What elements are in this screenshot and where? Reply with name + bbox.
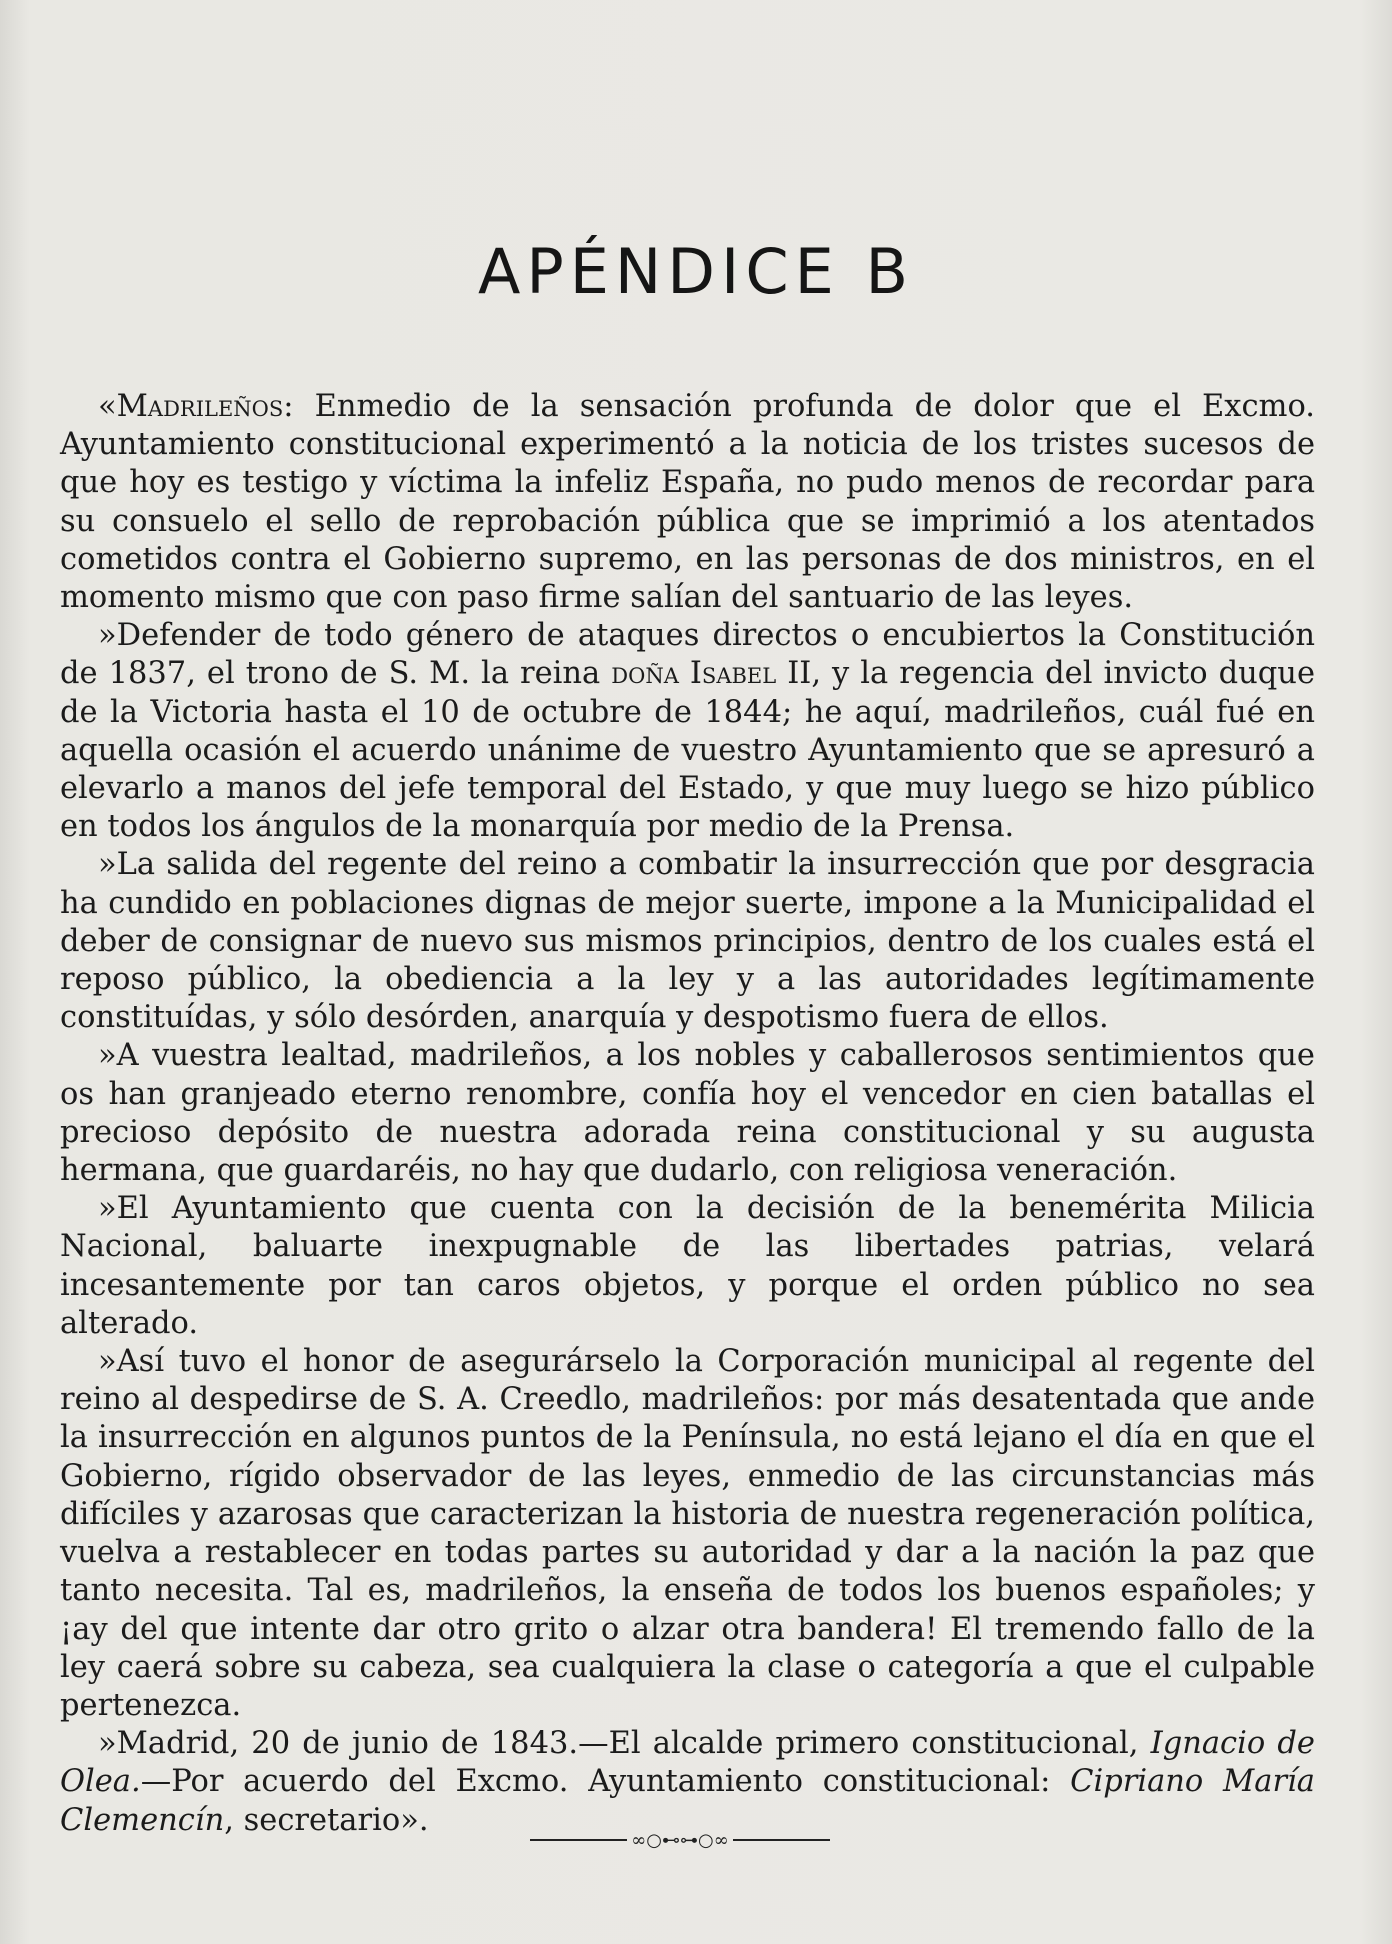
paragraph-4: »A vuestra lealtad, madrileños, a los nobles y caballerosos sentimientos que os han granjeado eterno renombre, confía hoy el vencedor en cien batallas el precioso depósito de nuestra adorada reina constitucional y su augusta hermana, que guardaréis, no hay que dudarlo, con religiosa veneración.: [60, 1038, 1315, 1189]
paragraph-2: [60, 617, 1315, 846]
addressee: Madrileños:: [116, 389, 294, 424]
paragraph-3: »La salida del regente del reino a combatir la insurrección que por desgracia ha cundido en poblaciones dignas de mejor suerte, impone a la Municipalidad el deber de consignar de nuevo sus mismos principios, dentro de los cuales está el reposo público, la obediencia a la ley y a las autoridades legítimamente constituídas, y sólo desórden, anarquía y despotismo fuera de ellos.: [60, 847, 1315, 1036]
body-text: [60, 388, 1315, 1840]
mayor-name: Ignacio de Olea.: [60, 1726, 1315, 1800]
signature-text-a: »Madrid, 20 de junio de 1843.—El alcalde primero constitucional,: [98, 1726, 1151, 1762]
signature-text-b: —Por acuerdo del Excmo. Ayuntamiento constitucional:: [140, 1764, 1071, 1800]
paragraph-1: [60, 388, 1315, 617]
queen-name: doña Isabel: [611, 656, 777, 692]
paragraph-2-text-b: II, y la regencia del invicto duque de la Victoria hasta el 10 de octubre de 1844; he aquí, madrileños, cuál fué en aquella ocasión el acuerdo unánime de vuestro Ayuntamiento que se apresuró a elevarlo a manos del jefe temporal del Estado, y que muy luego se hizo público en todos los ángulos de la monarquía por medio de la Prensa.: [60, 656, 1315, 845]
ornament-rule-left: [530, 1839, 627, 1841]
paragraph-6: »Así tuvo el honor de asegurárselo la Corporación municipal al regente del reino al despedirse de S. A. Creedlo, madrileños: por más desatentada que ande la insurrección en algunos puntos de la Península, no está lejano el día en que el Gobierno, rígido observador de las leyes, enmedio de las circunstancias más difíciles y azarosas que caracterizan la historia de nuestra regeneración política, vuelva a restablecer en todas partes su autoridad y dar a la nación la paz que tanto necesita. Tal es, madrileños, la enseña de todos los buenos españoles; y ¡ay del que intente dar otro grito o alzar otra bandera! El tremendo fallo de la ley caerá sobre su cabeza, sea cualquiera la clase o categoría a que el culpable pertenezca.: [60, 1344, 1315, 1723]
signature-text-c: , secretario».: [224, 1802, 429, 1838]
paragraph-2-text-a: »Defender de todo género de ataques directos o encubiertos la Constitución de 1837, el trono de S. M. la reina: [60, 618, 1315, 692]
secretary-name: Cipriano María Clemencín: [60, 1764, 1315, 1838]
paragraph-5: »El Ayuntamiento que cuenta con la decisión de la benemérita Milicia Nacional, baluarte inexpugnable de las libertades patrias, velará incesantemente por tan caros objetos, y porque el orden público no sea alterado.: [60, 1191, 1315, 1341]
end-ornament: [530, 1830, 830, 1850]
page-title: APÉNDICE B: [477, 235, 915, 308]
paragraph-7: [60, 1725, 1315, 1840]
paragraph-1-text: Enmedio de la sensación profunda de dolor que el Excmo. Ayuntamiento constitucional experimentó a la noticia de los tristes sucesos de que hoy es testigo y víctima la infeliz España, no pudo menos de recordar para su consuelo el sello de reprobación pública que se imprimió a los atentados cometidos contra el Gobierno supremo, en las personas de dos ministros, en el momento mismo que con paso firme salían del santuario de las leyes.: [60, 389, 1315, 616]
ornament-glyph: ∞○⊷⊶○∞: [631, 1829, 729, 1851]
ornament-rule-right: [733, 1839, 830, 1841]
open-quote: «: [98, 389, 117, 424]
